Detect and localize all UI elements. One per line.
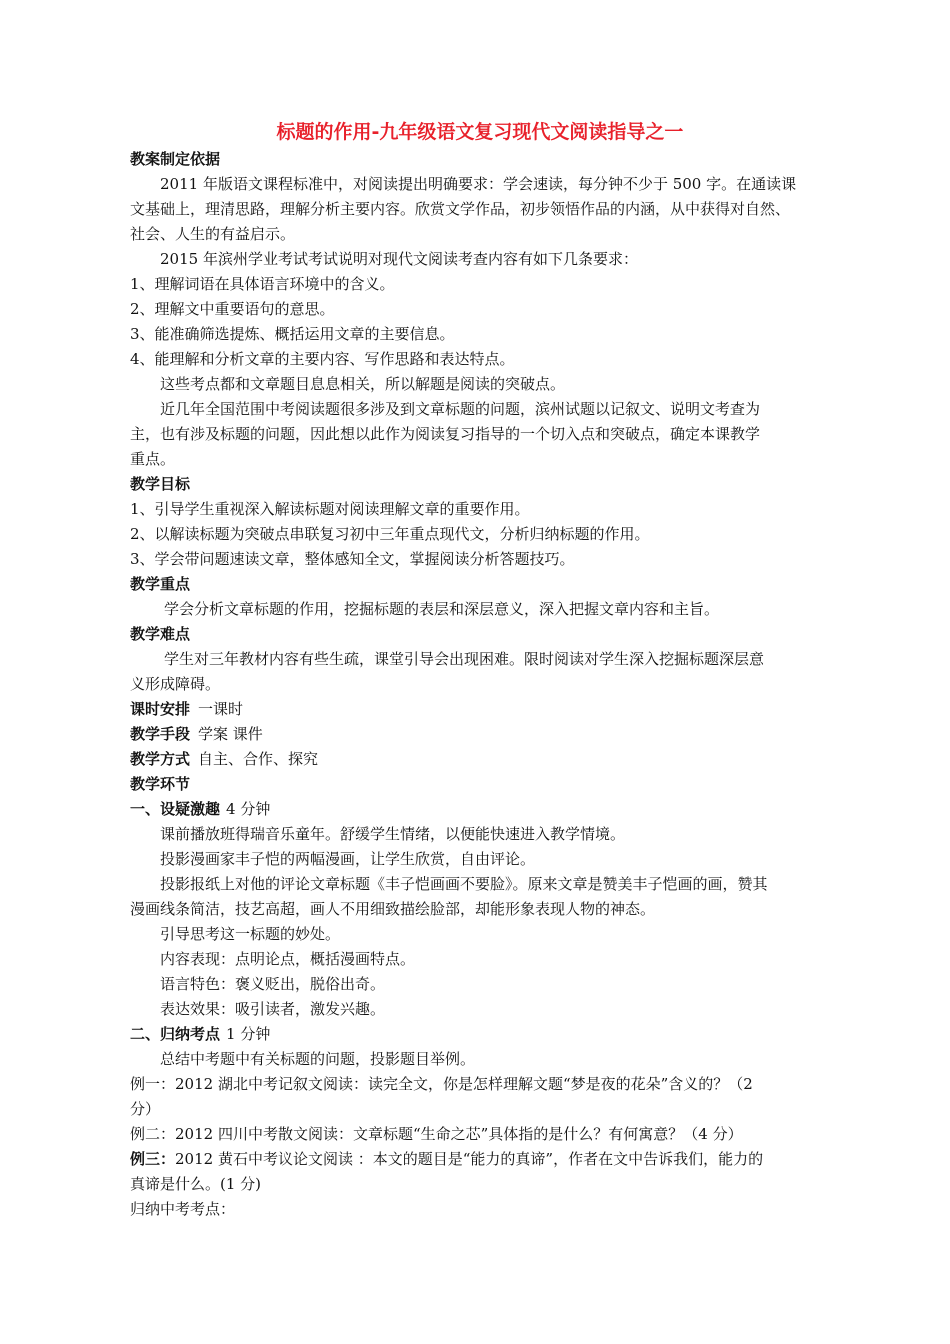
example-3-label: 例三： (130, 1150, 176, 1168)
section-heading-basis: 教案制定依据 (130, 150, 221, 168)
info-value: 一课时 (198, 700, 244, 718)
step-time: 1 分钟 (226, 1025, 271, 1043)
paragraph-line: 表达效果：吸引读者，激发兴趣。 (160, 1000, 386, 1018)
info-label: 教学方式 (130, 750, 191, 768)
paragraph-line: 社会、人生的有益启示。 (130, 225, 296, 243)
paragraph-line: 学会分析文章标题的作用，挖掘标题的表层和深层意义，深入把握文章内容和主旨。 (164, 600, 720, 618)
paragraph-line: 2015 年滨州学业考试考试说明对现代文阅读考查内容有如下几条要求： (160, 250, 638, 268)
example-1-continued: 分） (130, 1100, 161, 1118)
paragraph-line: 引导思考这一标题的妙处。 (160, 925, 341, 943)
paragraph-line: 这些考点都和文章题目息息相关，所以解题是阅读的突破点。 (160, 375, 566, 393)
example-3 (130, 1147, 830, 1172)
paragraph-line: 2011 年版语文课程标准中，对阅读提出明确要求：学会速读，每分钟不少于 500 字。在通读课 (160, 175, 797, 193)
example-1: 例一：2012 湖北中考记叙文阅读：读完全文，你是怎样理解文题“梦是夜的花朵”含义的？（2 (130, 1075, 753, 1093)
paragraph-line: 总结中考题中有关标题的问题，投影题目举例。 (160, 1050, 476, 1068)
info-value: 自主、合作、探究 (198, 750, 319, 768)
paragraph-line: 语言特色：褒义贬出，脱俗出奇。 (160, 975, 386, 993)
list-item: 3、学会带问题速读文章，整体感知全文，掌握阅读分析答题技巧。 (130, 550, 575, 568)
list-item: 3、能准确筛选提炼、概括运用文章的主要信息。 (130, 325, 455, 343)
paragraph-line: 漫画线条简洁，技艺高超，画人不用细致描绘脸部，却能形象表现人物的神态。 (130, 900, 656, 918)
summary-line: 归纳中考考点： (130, 1200, 236, 1218)
paragraph-line: 主，也有涉及标题的问题，因此想以此作为阅读复习指导的一个切入点和突破点，确定本课教学 (130, 425, 761, 443)
paragraph-line: 学生对三年教材内容有些生疏，课堂引导会出现困难。限时阅读对学生深入挖掘标题深层意 (164, 650, 765, 668)
paragraph-line: 内容表现：点明论点，概括漫画特点。 (160, 950, 416, 968)
list-item: 2、以解读标题为突破点串联复习初中三年重点现代文，分析归纳标题的作用。 (130, 525, 650, 543)
list-item: 4、能理解和分析文章的主要内容、写作思路和表达特点。 (130, 350, 515, 368)
paragraph-line: 投影报纸上对他的评论文章标题《丰子恺画画不要脸》。原来文章是赞美丰子恺画的画，赞其 (160, 875, 768, 893)
example-3-continued: 真谛是什么。(1 分) (130, 1175, 262, 1193)
info-row-method (130, 747, 830, 772)
paragraph-line: 文基础上，理清思路，理解分析主要内容。欣赏文学作品，初步领悟作品的内涵，从中获得对自然、 (130, 200, 791, 218)
section-heading-key-points: 教学重点 (130, 575, 191, 593)
info-value: 学案 课件 (198, 725, 263, 743)
section-heading-difficulties: 教学难点 (130, 625, 191, 643)
step-title: 二、归纳考点 (130, 1025, 221, 1043)
section-heading-steps: 教学环节 (130, 775, 191, 793)
info-row-schedule (130, 697, 830, 722)
example-2: 例二：2012 四川中考散文阅读：文章标题“生命之芯”具体指的是什么？有何寓意？（4 分） (130, 1125, 743, 1143)
paragraph-line: 义形成障碍。 (130, 675, 221, 693)
example-3-text: 2012 黄石中考议论文阅读 ：本文的题目是“能力的真谛”，作者在文中告诉我们，能力的 (175, 1150, 764, 1168)
document-title: 标题的作用-九年级语文复习现代文阅读指导之一 (276, 121, 684, 143)
info-label: 课时安排 (130, 700, 191, 718)
paragraph-line: 课前播放班得瑞音乐童年。舒缓学生情绪，以便能快速进入教学情境。 (160, 825, 626, 843)
step-heading-1 (130, 797, 830, 822)
info-row-means (130, 722, 830, 747)
list-item: 2、理解文中重要语句的意思。 (130, 300, 335, 318)
list-item: 1、理解词语在具体语言环境中的含义。 (130, 275, 395, 293)
list-item: 1、引导学生重视深入解读标题对阅读理解文章的重要作用。 (130, 500, 530, 518)
info-label: 教学手段 (130, 725, 191, 743)
paragraph-line: 重点。 (130, 450, 176, 468)
section-heading-goals: 教学目标 (130, 475, 191, 493)
paragraph-line: 近几年全国范围中考阅读题很多涉及到文章标题的问题，滨州试题以记叙文、说明文考查为 (160, 400, 761, 418)
step-heading-2 (130, 1022, 830, 1047)
step-title: 一、设疑激趣 (130, 800, 221, 818)
paragraph-line: 投影漫画家丰子恺的两幅漫画，让学生欣赏，自由评论。 (160, 850, 536, 868)
step-time: 4 分钟 (226, 800, 271, 818)
